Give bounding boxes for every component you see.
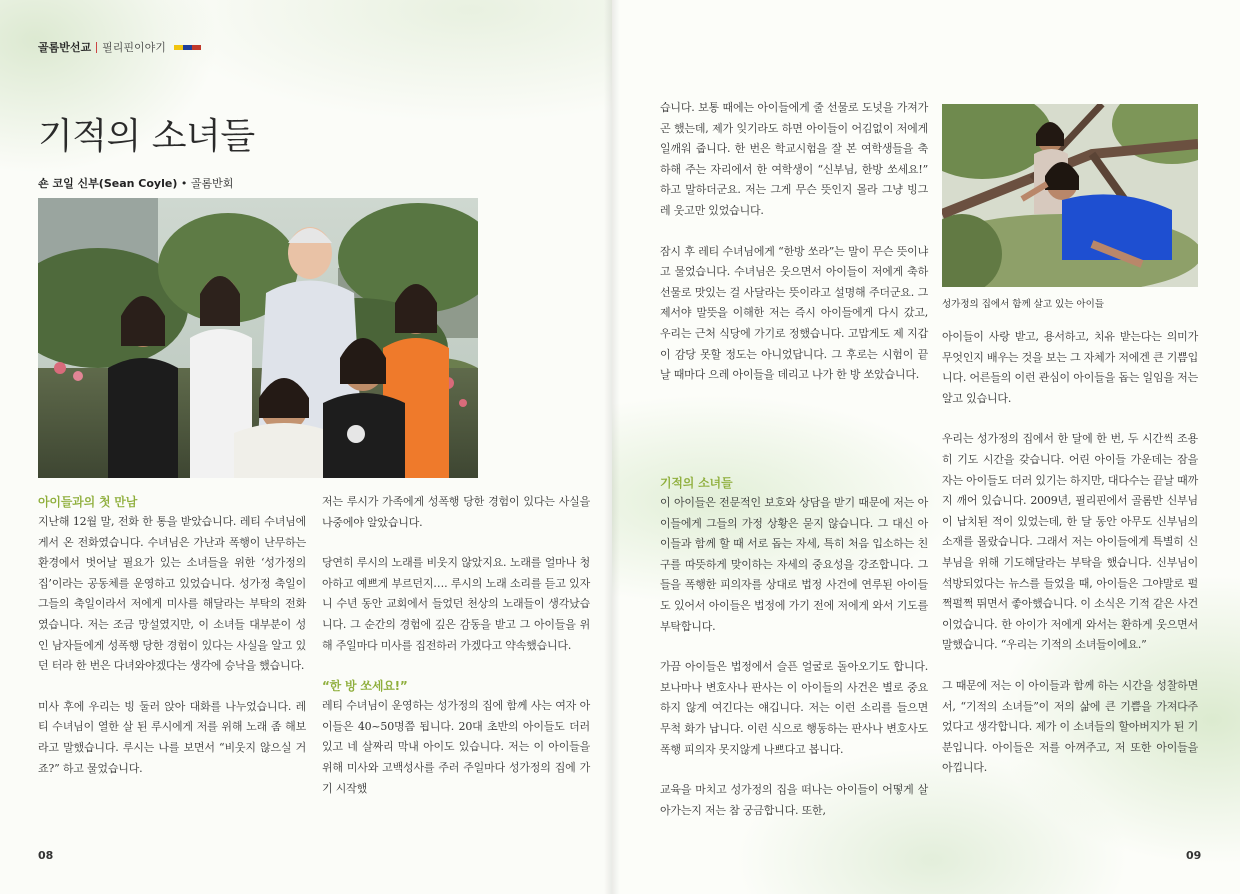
paragraph: 그 때문에 저는 이 아이들과 함께 하는 시간을 성찰하면서, “기적의 소녀들”이 저의 삶에 큰 기쁨을 가져다주었다고 생각합니다. 제가 이 소녀들의 할아버지가 된 기분입니다. 아이들은 저를 아껴주고, 저 또한 아이들을 아낍니다. xyxy=(942,678,1198,775)
paragraph: 잠시 후 레티 수녀님에게 “한방 쏘라”는 말이 무슨 뜻이냐고 물었습니다. 수녀님은 웃으면서 아이들이 저에게 축하 선물로 맛있는 걸 사달라는 뜻이라고 설명해 주더군요. 그제서야 말뜻을 이해한 저는 즉시 아이들에게 다시 갔고, 우리는 근처 식당에 가기로 정했습니다. 고맙게도 제 지갑이 감당 못할 정도는 아니었답니다. 그 후로는 시험이 끝날 때마다 으레 아이들을 데리고 나가 한 방 쏘았습니다. xyxy=(660,244,928,382)
flag-stripe xyxy=(174,45,183,50)
photo-caption: 성가정의 집에서 함께 살고 있는 아이들 xyxy=(942,299,1104,310)
paragraph: 당연히 루시의 노래를 비웃지 않았지요. 노래를 얼마나 청아하고 예쁘게 부르던지…. 루시의 노래 소리를 듣고 있자니 수년 동안 교회에서 들었던 천상의 노래들이 생각났습니다. 그 순간의 경험에 깊은 감동을 받고 그 아이들을 위해 주일마다 미사를 집전하러 가겠다고 약속했습니다. xyxy=(322,556,590,652)
byline xyxy=(38,175,233,191)
byline-separator: • xyxy=(180,177,191,190)
paragraph: 아이들이 사랑 받고, 용서하고, 치유 받는다는 의미가 무엇인지 배우는 것을 보는 그 자체가 저에겐 큰 기쁨입니다. 어른들의 이런 관심이 아이들을 돕는 일임을 저는 알고 있습니다. xyxy=(942,330,1198,405)
section-subtitle: 필리핀이야기 xyxy=(102,41,166,54)
section-header xyxy=(38,39,201,55)
section-divider xyxy=(96,42,97,53)
article-column xyxy=(322,492,590,799)
paragraph: 저는 루시가 가족에게 성폭행 당한 경험이 있다는 사실을 나중에야 알았습니다. xyxy=(322,495,590,529)
paragraph: 습니다. 보통 때에는 아이들에게 줄 선물로 도넛을 가져가곤 했는데, 제가 잊기라도 하면 아이들이 어김없이 저에게 일깨워 줍니다. 한 번은 학교시험을 잘 본 여학생들을 축하해 주는 자리에서 한 여학생이 “신부님, 한방 쏘세요!” 하고 말하더군요. 저는 그게 무슨 뜻인지 몰라 그냥 빙그레 웃고만 있었습니다. xyxy=(660,101,928,217)
paragraph: 레티 수녀님이 운영하는 성가정의 집에 함께 사는 여자 아이들은 40~50명쯤 됩니다. 20대 초반의 아이들도 더러 있고 네 살짜리 막내 아이도 있습니다. 저는 이 아이들을 위해 미사와 고백성사를 주러 주일마다 성가정의 집에 가기 시작했 xyxy=(322,699,590,795)
flag-stripe xyxy=(183,45,192,50)
section-title: 골롬반선교 xyxy=(38,41,92,54)
paragraph: 미사 후에 우리는 빙 둘러 앉아 대화를 나누었습니다. 레티 수녀님이 열한 살 된 루시에게 저를 위해 노래 좀 해보라고 말했습니다. 루시는 나를 보면서 “비웃지 않으실 거죠?” 하고 물었습니다. xyxy=(38,699,306,775)
page-number-left: 08 xyxy=(38,849,54,862)
article-title: 기적의 소녀들 xyxy=(38,116,255,157)
article-column xyxy=(942,327,1198,779)
flag-stripe xyxy=(192,45,201,50)
page-number-right: 09 xyxy=(1186,849,1202,862)
section-heading: 아이들과의 첫 만남 xyxy=(38,495,138,509)
article-column xyxy=(660,98,928,386)
paragraph: 이 아이들은 전문적인 보호와 상담을 받기 때문에 저는 아이들에게 그들의 가정 상황은 묻지 않습니다. 그 대신 아이들과 함께 할 때 서로 돕는 자세, 특히 처음 입소하는 친구를 따뜻하게 맞이하는 자세의 중요성을 강조합니다. 그들을 폭행한 피의자를 상대로 법정 사건에 연루된 아이들도 있어서 아이들은 법정에 가기 전에 저에게 와서 기도를 부탁합니다. xyxy=(660,496,928,633)
section-heading: 기적의 소녀들 xyxy=(660,476,733,490)
group-photo xyxy=(38,198,478,478)
paragraph: 교육을 마치고 성가정의 집을 떠나는 아이들이 어떻게 살아가는지 저는 참 궁금합니다. 또한, xyxy=(660,783,928,817)
tree-photo xyxy=(942,104,1198,287)
page-gutter xyxy=(604,0,620,894)
paragraph: 가끔 아이들은 법정에서 슬픈 얼굴로 돌아오기도 합니다. 보나마나 변호사나 판사는 이 아이들의 사건은 별로 중요하지 않게 여긴다는 얘깁니다. 저는 이런 소리를 들으면 무척 화가 납니다. 이런 식으로 행동하는 판사나 변호사도 폭행 피의자 못지않게 나쁘다고 봅니다. xyxy=(660,660,928,756)
article-column xyxy=(38,492,306,779)
flag-icon xyxy=(174,45,201,50)
paragraph: 우리는 성가정의 집에서 한 달에 한 번, 두 시간씩 조용히 기도 시간을 갖습니다. 어린 아이들 가운데는 잠을 자는 아이들도 더러 있기는 하지만, 대다수는 끝날 때까지 깨어 있습니다. 2009년, 필리핀에서 골롬반 신부님이 납치된 적이 있었는데, 한 달 동안 아무도 신부님의 소재를 몰랐습니다. 그래서 저는 아이들에게 특별히 신부님을 위해 기도해달라는 부탁을 했습니다. 신부님이 석방되었다는 뉴스를 들었을 때, 아이들은 그야말로 펄쩍펄쩍 뛰면서 좋아했습니다. 이 소식은 기적 같은 사건이었습니다. 한 아이가 저에게 와서는 환하게 웃으면서 말했습니다. “우리는 기적의 소녀들이에요.” xyxy=(942,432,1198,652)
section-heading: “한 방 쏘세요!” xyxy=(322,679,408,694)
byline-org: 골롬반회 xyxy=(190,177,234,190)
article-column xyxy=(660,473,928,821)
byline-author: 숀 코일 신부(Sean Coyle) xyxy=(38,177,178,190)
paragraph: 지난해 12월 말, 전화 한 통을 받았습니다. 레티 수녀님에게서 온 전화였습니다. 수녀님은 가난과 폭행이 난무하는 환경에서 벗어날 필요가 있는 소녀들을 위한 ‘성가정의 집’이라는 공동체를 운영하고 있었습니다. 성가정 축일이 그들의 축일이라서 저에게 미사를 해달라는 부탁의 전화였습니다. 저는 조금 망설였지만, 이 소녀들 대부분이 성인 남자들에게 성폭행 당한 경험이 있다는 사실을 알고 있던 터라 한 번은 다녀와야겠다는 생각에 승낙을 했습니다. xyxy=(38,515,306,673)
